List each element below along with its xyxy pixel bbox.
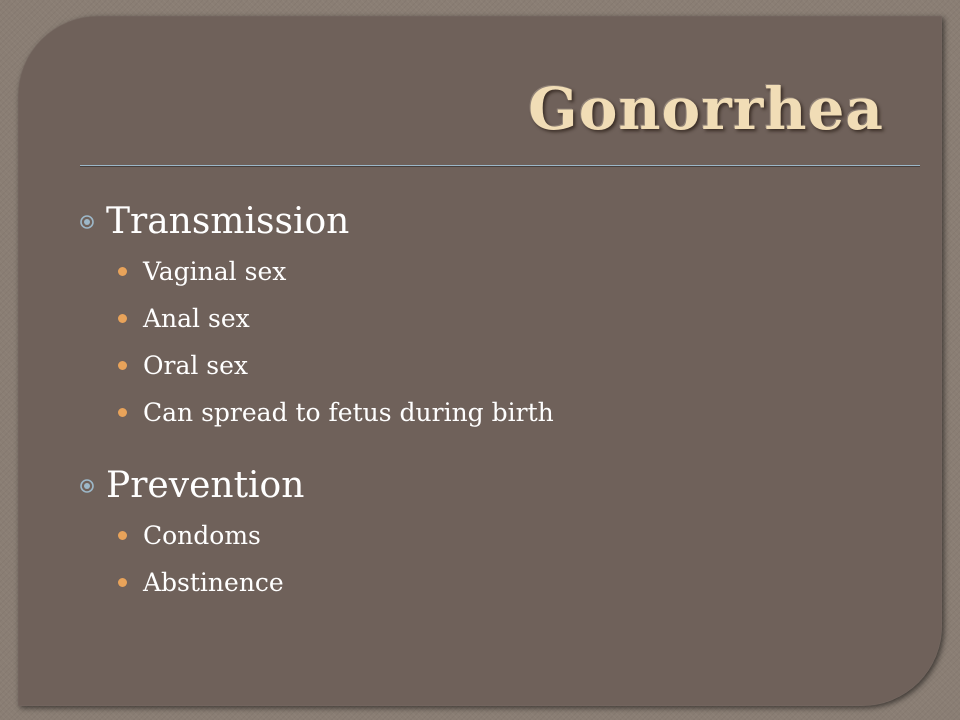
- section-heading: Prevention: [106, 465, 305, 506]
- section-heading-row: [80, 196, 900, 248]
- list-item-text: Anal sex: [143, 304, 250, 333]
- bullet-list: [80, 512, 900, 606]
- list-item-text: Oral sex: [143, 351, 249, 380]
- bullet-list: [80, 248, 900, 436]
- list-item-text: Condoms: [143, 521, 261, 550]
- bullet-dot-icon: [118, 314, 127, 323]
- list-item: [118, 559, 900, 606]
- bullet-dot-icon: [118, 267, 127, 276]
- target-circle-icon: [80, 479, 94, 493]
- list-item: [118, 342, 900, 389]
- section-heading: Transmission: [106, 201, 350, 242]
- slide-panel: [18, 16, 942, 706]
- bullet-dot-icon: [118, 531, 127, 540]
- section-heading-row: [80, 460, 900, 512]
- bullet-dot-icon: [118, 408, 127, 417]
- list-item: [118, 295, 900, 342]
- target-circle-icon: [80, 215, 94, 229]
- title-divider: [80, 165, 920, 166]
- list-item-text: Vaginal sex: [143, 257, 287, 286]
- list-item-text: Can spread to fetus during birth: [143, 398, 554, 427]
- list-item: [118, 512, 900, 559]
- list-item: [118, 248, 900, 295]
- slide-title: Gonorrhea: [528, 75, 884, 143]
- section-transmission: [80, 196, 900, 436]
- slide-content: [80, 196, 900, 630]
- list-item: [118, 389, 900, 436]
- bullet-dot-icon: [118, 361, 127, 370]
- bullet-dot-icon: [118, 578, 127, 587]
- list-item-text: Abstinence: [143, 568, 284, 597]
- section-prevention: [80, 460, 900, 606]
